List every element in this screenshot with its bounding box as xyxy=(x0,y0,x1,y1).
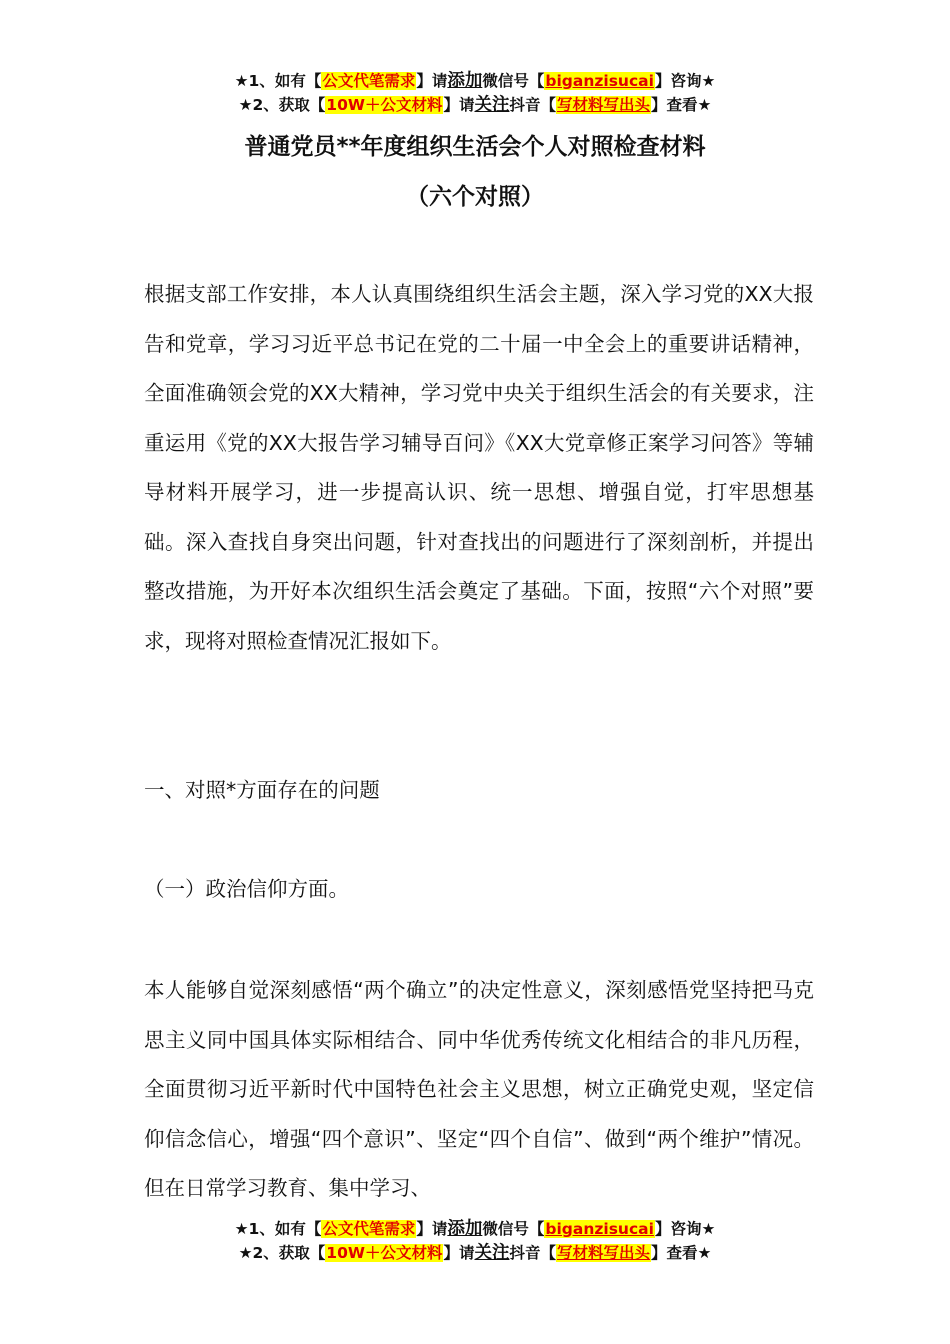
document-subtitle: （六个对照） xyxy=(406,184,544,210)
promo-text: 】请 xyxy=(443,1244,475,1262)
section-heading: 一、对照*方面存在的问题 xyxy=(144,778,380,802)
promo-text: 】请 xyxy=(443,96,475,114)
promo-text: 微信号【 xyxy=(482,1220,545,1238)
promo-text: 抖音【 xyxy=(509,96,556,114)
promo-highlight: 公文代笔需求 xyxy=(322,1220,416,1238)
bottom-promo-banner xyxy=(0,1217,950,1265)
promo-text: 】咨询★ xyxy=(654,1220,716,1238)
promo-line-1 xyxy=(0,1217,950,1241)
douyin-id-highlight: 写材料写出头 xyxy=(556,96,650,114)
promo-text: 】请 xyxy=(416,1220,448,1238)
promo-line-2 xyxy=(0,93,950,117)
promo-text: 抖音【 xyxy=(509,1244,556,1262)
douyin-id-highlight: 写材料写出头 xyxy=(556,1244,650,1262)
promo-highlight: 10W＋公文材料 xyxy=(326,96,443,114)
intro-paragraph: 根据支部工作安排，本人认真围绕组织生活会主题，深入学习党的XX大报告和党章，学习习近平总书记在党的二十届一中全会上的重要讲话精神，全面准确领会党的XX大精神，学习党中央关于组织生活会的有关要求，注重运用《党的XX大报告学习辅导百问》《XX大党章修正案学习问答》等辅导材料开展学习，进一步提高认识、统一思想、增强自觉，打牢思想基础。深入查找自身突出问题，针对查找出的问题进行了深刻剖析，并提出整改措施，为开好本次组织生活会奠定了基础。下面，按照“六个对照”要求，现将对照检查情况汇报如下。 xyxy=(144,282,814,653)
promo-emphasis: 添加 xyxy=(447,1219,483,1239)
promo-text: 】查看★ xyxy=(651,96,712,114)
promo-text: 】咨询★ xyxy=(654,72,716,90)
promo-text: ★2、获取【 xyxy=(238,96,326,114)
promo-line-1 xyxy=(0,69,950,93)
promo-text: ★2、获取【 xyxy=(238,1244,326,1262)
promo-highlight: 10W＋公文材料 xyxy=(326,1244,443,1262)
promo-line-2 xyxy=(0,1241,950,1265)
top-promo-banner xyxy=(0,69,950,117)
wechat-id-highlight: biganzisucai xyxy=(545,1220,654,1238)
promo-text: ★1、如有【 xyxy=(234,72,322,90)
subsection-heading: （一）政治信仰方面。 xyxy=(144,877,349,901)
promo-text: 】请 xyxy=(416,72,448,90)
wechat-id-highlight: biganzisucai xyxy=(545,72,654,90)
promo-emphasis: 关注 xyxy=(474,1243,510,1263)
promo-emphasis: 关注 xyxy=(474,95,510,115)
promo-text: 】查看★ xyxy=(651,1244,712,1262)
body-paragraph: 本人能够自觉深刻感悟“两个确立”的决定性意义，深刻感悟党坚持把马克思主义同中国具体实际相结合、同中华优秀传统文化相结合的非凡历程，全面贯彻习近平新时代中国特色社会主义思想，树立正确党史观，坚定信仰信念信心，增强“四个意识”、坚定“四个自信”、做到“两个维护”情况。但在日常学习教育、集中学习、 xyxy=(144,978,814,1200)
promo-emphasis: 添加 xyxy=(447,71,483,91)
promo-text: ★1、如有【 xyxy=(234,1220,322,1238)
promo-text: 微信号【 xyxy=(482,72,545,90)
document-title: 普通党员**年度组织生活会个人对照检查材料 xyxy=(244,134,706,160)
promo-highlight: 公文代笔需求 xyxy=(322,72,416,90)
